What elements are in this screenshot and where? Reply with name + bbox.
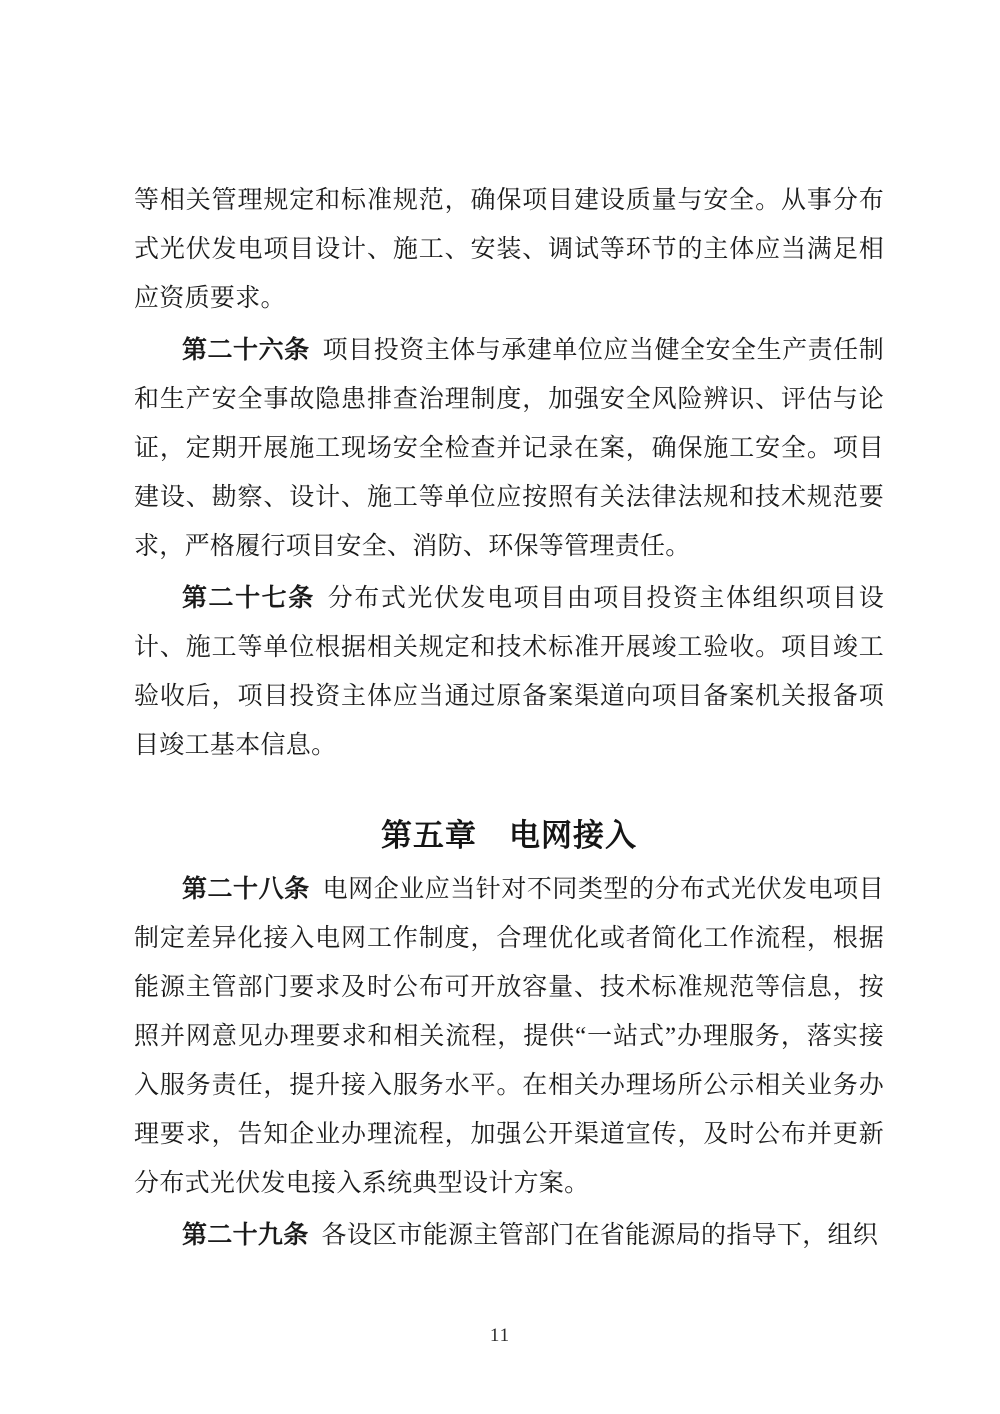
paragraph — [134, 326, 884, 571]
paragraph — [134, 1211, 884, 1260]
paragraph — [134, 176, 884, 323]
paragraph-text: 分布式光伏发电项目由项目投资主体组织项目设计、施工等单位根据相关规定和技术标准开展竣工验收。项目竣工验收后，项目投资主体应当通过原备案渠道向项目备案机关报备项目竣工基本信息。 — [134, 585, 884, 759]
article-number: 第二十七条 — [182, 585, 315, 612]
paragraph-text: 各设区市能源主管部门在省能源局的指导下，组织 — [321, 1222, 879, 1249]
chapter-heading: 第五章 电网接入 — [381, 818, 637, 853]
article-number: 第二十八条 — [182, 876, 310, 903]
paragraph-text: 电网企业应当针对不同类型的分布式光伏发电项目制定差异化接入电网工作制度，合理优化或者简化工作流程，根据能源主管部门要求及时公布可开放容量、技术标准规范等信息，按照并网意见办理要求和相关流程，提供“一站式”办理服务，落实接入服务责任，提升接入服务水平。在相关办理场所公示相关业务办理要求，告知企业办理流程，加强公开渠道宣传，及时公布并更新分布式光伏发电接入系统典型设计方案。 — [134, 876, 884, 1197]
paragraph-text: 项目投资主体与承建单位应当健全安全生产责任制和生产安全事故隐患排查治理制度，加强安全风险辨识、评估与论证，定期开展施工现场安全检查并记录在案，确保施工安全。项目建设、勘察、设计、施工等单位应按照有关法律法规和技术规范要求，严格履行项目安全、消防、环保等管理责任。 — [134, 337, 884, 560]
paragraph-text: 等相关管理规定和标准规范，确保项目建设质量与安全。从事分布式光伏发电项目设计、施工、安装、调试等环节的主体应当满足相应资质要求。 — [134, 187, 884, 312]
article-number: 第二十六条 — [182, 337, 310, 364]
paragraph — [134, 574, 884, 770]
article-number: 第二十九条 — [182, 1222, 309, 1249]
page-number: 11 — [489, 1325, 511, 1346]
document-body — [134, 176, 884, 1263]
paragraph — [134, 865, 884, 1208]
